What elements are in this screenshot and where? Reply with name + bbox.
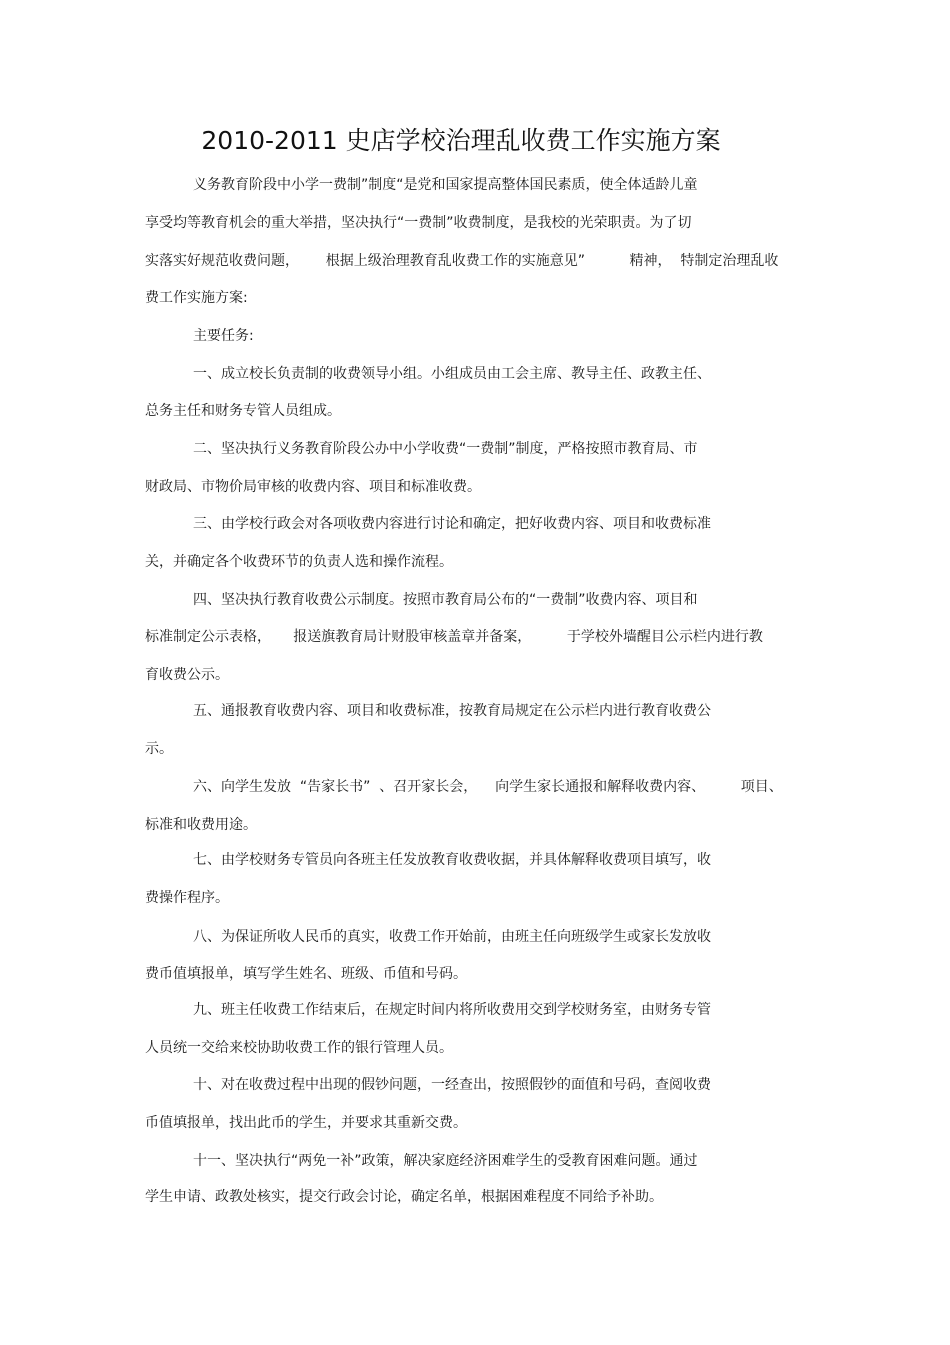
body-line: 人员统一交给来校协助收费工作的银行管理人员。 (145, 1040, 453, 1056)
body-line: 四、坚决执行教育收费公示制度。按照市教育局公布的“一费制”收费内容、项目和 (193, 592, 698, 608)
body-line: 学生申请、政教处核实，提交行政会讨论，确定名单，根据困难程度不同给予补助。 (145, 1189, 663, 1205)
document-title: 2010-2011 史店学校治理乱收费工作实施方案 (201, 126, 721, 155)
body-line: 费操作程序。 (145, 890, 229, 906)
body-line: 费工作实施方案: (145, 290, 248, 306)
body-line: 实落实好规范收费问题， 根据上级治理教育乱收费工作的实施意见” 精神， 特制定治理乱收 (145, 253, 779, 269)
body-line: 育收费公示。 (145, 667, 229, 683)
body-line: 八、为保证所收人民币的真实，收费工作开始前，由班主任向班级学生或家长发放收 (193, 929, 711, 945)
body-line: 二、坚决执行义务教育阶段公办中小学收费“一费制”制度，严格按照市教育局、市 (193, 441, 698, 457)
body-line: 十、对在收费过程中出现的假钞问题，一经查出，按照假钞的面值和号码，查阅收费 (193, 1077, 711, 1093)
body-line: 示。 (145, 741, 173, 757)
body-line: 七、由学校财务专管员向各班主任发放教育收费收据，并具体解释收费项目填写，收 (193, 852, 711, 868)
body-line: 一、成立校长负责制的收费领导小组。小组成员由工会主席、教导主任、政教主任、 (193, 366, 711, 382)
body-line: 义务教育阶段中小学一费制”制度“是党和国家提高整体国民素质，使全体适龄儿童 (193, 177, 698, 193)
body-line: 标准制定公示表格， 报送旗教育局计财股审核盖章并备案， 于学校外墙醒目公示栏内进行教 (145, 629, 763, 645)
body-line: 费币值填报单，填写学生姓名、班级、币值和号码。 (145, 966, 467, 982)
body-line: 财政局、市物价局审核的收费内容、项目和标准收费。 (145, 479, 481, 495)
body-line: 五、通报教育收费内容、项目和收费标准，按教育局规定在公示栏内进行教育收费公 (193, 703, 711, 719)
body-line: 三、由学校行政会对各项收费内容进行讨论和确定，把好收费内容、项目和收费标准 (193, 516, 711, 532)
body-line: 关，并确定各个收费环节的负责人选和操作流程。 (145, 554, 453, 570)
body-line: 享受均等教育机会的重大举措，坚决执行“一费制”收费制度，是我校的光荣职责。为了切 (145, 215, 692, 231)
body-line: 总务主任和财务专管人员组成。 (145, 403, 341, 419)
body-line: 九、班主任收费工作结束后，在规定时间内将所收费用交到学校财务室，由财务专管 (193, 1002, 711, 1018)
body-line: 标准和收费用途。 (145, 817, 257, 833)
body-line: 十一、坚决执行“两免一补”政策，解决家庭经济困难学生的受教育困难问题。通过 (193, 1153, 698, 1169)
body-line: 币值填报单，找出此币的学生，并要求其重新交费。 (145, 1115, 467, 1131)
body-line: 主要任务: (193, 328, 254, 344)
body-line: 六、向学生发放 “告家长书” 、召开家长会， 向学生家长通报和解释收费内容、 项目、 (193, 779, 783, 795)
